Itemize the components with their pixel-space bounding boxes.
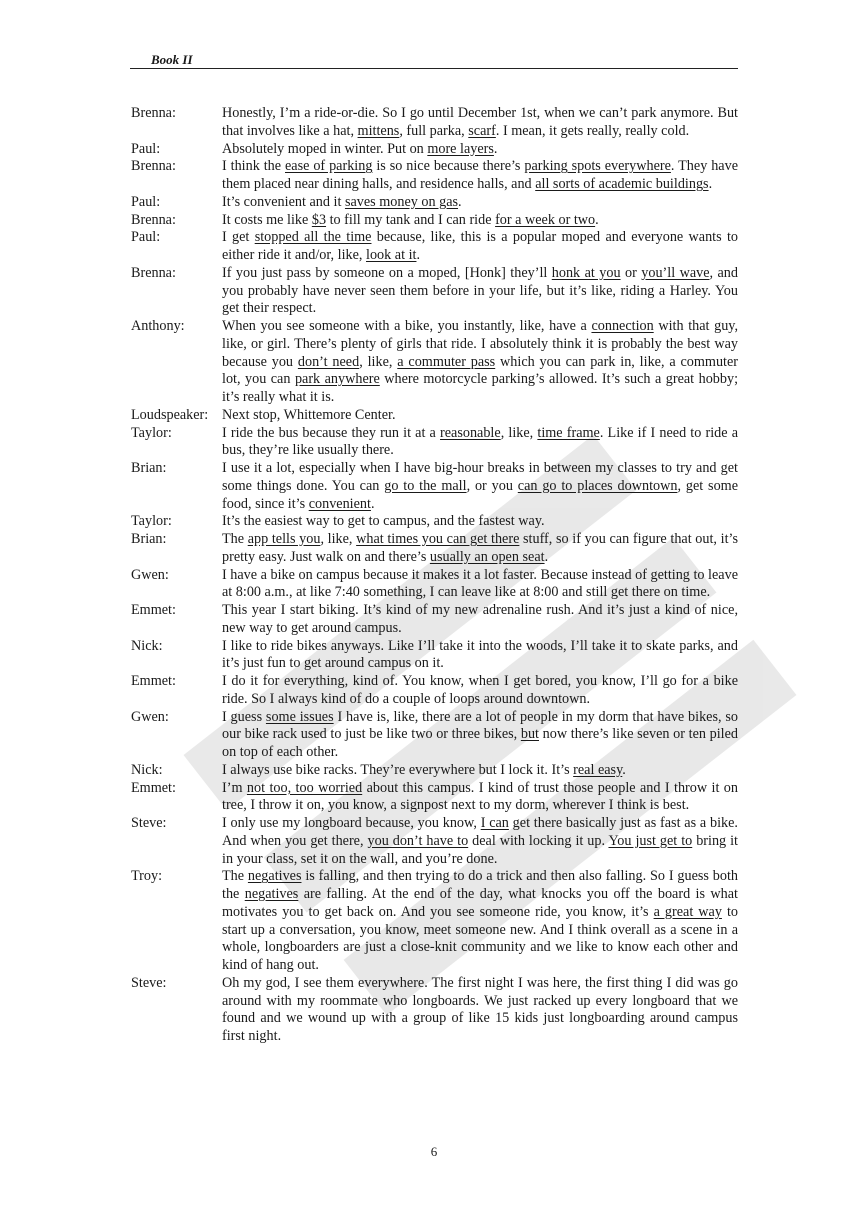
speaker-name: Brian: [131, 531, 167, 547]
underlined-phrase: you don’t have to [367, 832, 469, 849]
speech-segment: , like, [500, 424, 538, 441]
speech-segment: to start up a conversation, you know, meet someone new. And I think overall as a scene in a whole, longboarders are just a close-knit community and we like to know each other and kind of hang out. [222, 903, 738, 973]
speech-segment: to fill my tank and I can ride [326, 211, 496, 228]
underlined-phrase: usually an open seat [429, 548, 545, 565]
speaker-name: Emmet: [131, 673, 176, 689]
transcript-entry [131, 531, 738, 567]
speech-segment: I like to ride bikes anyways. Like I’ll take it into the woods, I’ll take it to skate parks, and it’s just fun to get around campus on it. [222, 637, 738, 672]
transcript-entry [131, 229, 738, 265]
transcript-entry [131, 815, 738, 868]
speaker-name: Taylor: [131, 513, 172, 530]
underlined-phrase: a commuter pass [397, 353, 496, 370]
speaker-name: Gwen: [131, 566, 169, 583]
transcript-entry [131, 265, 738, 318]
speech-text [222, 815, 738, 868]
speech-segment: . [708, 176, 713, 192]
speech-segment: is so nice because there’s [372, 158, 525, 175]
transcript-entry [131, 709, 738, 762]
speaker-name: Brian: [131, 460, 167, 476]
speech-text [222, 265, 738, 318]
speech-segment: I use it a lot, especially when I have big-hour breaks in between my classes to try and get some things done. You can [222, 460, 738, 494]
speaker-name: Brenna: [131, 264, 176, 281]
speech-segment: which you can park in, like, a commuter lot, you can [222, 353, 739, 388]
underlined-phrase: convenient [308, 495, 371, 512]
speaker-name: Anthony: [131, 318, 185, 334]
speaker-name: Paul: [131, 193, 161, 210]
speech-segment: It’s convenient and it [222, 193, 345, 210]
speech-segment: Absolutely moped in winter. Put on [222, 140, 428, 157]
underlined-phrase: some issues [265, 708, 334, 725]
speech-text [222, 425, 738, 461]
speech-segment: , or you [466, 477, 518, 494]
speech-segment: . They have them placed near dining halls, and residence halls, and [222, 158, 738, 192]
speech-segment: I get [222, 229, 255, 246]
speech-segment: . [493, 140, 498, 157]
underlined-phrase: ease of parking [285, 158, 373, 175]
transcript-body [131, 105, 738, 1046]
speech-text [222, 229, 738, 265]
page-number: 6 [430, 1144, 438, 1159]
speaker-name: Nick: [131, 637, 163, 654]
speech-segment: I guess [222, 708, 266, 725]
speech-text [222, 868, 738, 975]
transcript-entry [131, 194, 738, 212]
speaker-name: Brenna: [131, 105, 176, 121]
transcript-entry [131, 212, 738, 230]
speech-segment: about this campus. I kind of trust those people and I throw it on tree, I throw it on, you know, a signpost next to my dorm, wherever I think is best. [222, 779, 738, 814]
speech-segment: I’m [222, 779, 247, 796]
transcript-entry [131, 158, 738, 194]
transcript-entry [131, 602, 738, 638]
speech-segment: where motorcycle parking’s allowed. It’s such a great hobby; it’s really what it is. [222, 371, 739, 405]
underlined-phrase: scarf [468, 122, 496, 139]
speech-segment: . [370, 495, 375, 512]
underlined-phrase: all sorts of academic buildings [535, 176, 709, 192]
speech-segment: I always use bike racks. They’re everywhere but I lock it. It’s [222, 761, 574, 778]
speech-segment: I think the [222, 158, 285, 175]
underlined-phrase: but [520, 726, 539, 743]
speech-segment: This year I start biking. It’s kind of my new adrenaline rush. And it’s just a kind of nice, new way to get around campus. [222, 602, 738, 636]
transcript-entry [131, 513, 738, 531]
underlined-phrase: parking spots everywhere [524, 158, 671, 175]
transcript-entry [131, 780, 738, 816]
speech-segment: , and you probably have never seen them before in your life, but it’s like, riding a Harley. You get their respect. [222, 264, 738, 317]
header-rule [130, 68, 738, 69]
speech-text [222, 105, 738, 141]
transcript-entry [131, 673, 738, 709]
speech-text [222, 567, 738, 603]
speaker-name: Emmet: [131, 779, 176, 796]
speech-segment: get there basically just as fast as a bike. And when you get there, [222, 815, 738, 849]
speech-segment: . I mean, it gets really, really cold. [495, 122, 690, 139]
speech-segment: bring it in your class, set it on the wall, and you’re done. [222, 832, 738, 867]
transcript-entry [131, 425, 738, 461]
speech-segment: It’s the easiest way to get to campus, and the fastest way. [222, 513, 545, 530]
underlined-phrase: connection [591, 318, 654, 334]
speaker-name: Gwen: [131, 708, 169, 725]
speech-segment: with that guy, like, or girl. There’s plenty of girls that ride. I absolutely think it is probably the best way because you [222, 318, 739, 370]
speech-segment: , like, [320, 531, 357, 547]
speech-text [222, 975, 738, 1046]
underlined-phrase: stopped all the time [254, 229, 372, 246]
speech-text [222, 709, 738, 762]
speaker-name: Emmet: [131, 602, 176, 618]
speech-text [222, 141, 738, 159]
underlined-phrase: for a week or two [495, 211, 596, 228]
speech-segment: now there’s like seven or ten piled on top of each other. [222, 726, 738, 760]
speaker-name: Loudspeaker: [131, 406, 209, 423]
speech-segment: . Like if I need to ride a bus, they’re like usually there. [222, 424, 739, 459]
speech-segment: I only use my longboard because, you know, [222, 815, 481, 831]
underlined-phrase: You just get to [608, 832, 693, 849]
underlined-phrase: go to the mall [384, 477, 467, 494]
speech-text [222, 513, 738, 531]
transcript-entry [131, 141, 738, 159]
underlined-phrase: saves money on gas [344, 193, 459, 210]
speech-segment: I have is, like, there are a lot of people in my dorm that have bikes, so our bike rack used to just be like two or three bikes, [222, 708, 738, 743]
underlined-phrase: negatives [247, 868, 302, 885]
underlined-phrase: $3 [311, 211, 327, 228]
speaker-name: Paul: [131, 140, 161, 157]
underlined-phrase: time frame [537, 424, 600, 441]
speech-segment: stuff, so if you can figure that out, it’s pretty easy. Just walk on and there’s [222, 531, 738, 565]
speech-segment: deal with locking it up. [468, 832, 609, 849]
speech-text [222, 780, 738, 816]
speech-segment: It costs me like [222, 211, 312, 228]
speaker-name: Paul: [131, 229, 161, 246]
underlined-phrase: a great way [653, 903, 722, 920]
speech-segment: I ride the bus because they run it at a [222, 424, 441, 441]
speech-segment: , like, [359, 353, 398, 370]
speech-text [222, 638, 738, 674]
transcript-entry [131, 318, 738, 407]
underlined-phrase: you’ll wave [641, 264, 710, 281]
speech-text [222, 407, 738, 425]
underlined-phrase: reasonable [440, 424, 501, 441]
speech-segment: The [222, 531, 248, 547]
transcript-entry [131, 460, 738, 513]
speech-segment: is falling, and then trying to do a trick and then also falling. So I guess both the [222, 868, 738, 902]
underlined-phrase: app tells you [247, 531, 321, 547]
transcript-entry [131, 105, 738, 141]
speech-text [222, 673, 738, 709]
running-header-title: Book II [151, 52, 193, 67]
speech-segment: are falling. At the end of the day, what knocks you off the board is what motivates you to get back on. And you see someone ride, you know, it’s [222, 886, 738, 920]
speech-segment: . [595, 211, 599, 228]
speech-segment: . [458, 193, 462, 210]
speech-segment: . [544, 548, 549, 565]
underlined-phrase: park anywhere [294, 371, 380, 388]
speech-segment: The [222, 868, 248, 885]
transcript-entry [131, 975, 738, 1046]
speaker-name: Troy: [131, 868, 163, 885]
speech-segment: Next stop, Whittemore Center. [222, 406, 396, 423]
speech-segment: or [620, 264, 642, 281]
speech-text [222, 602, 738, 638]
underlined-phrase: more layers [427, 140, 494, 157]
underlined-phrase: honk at you [551, 264, 621, 281]
speech-text [222, 212, 738, 230]
speech-segment: I have a bike on campus because it makes it a lot faster. Because instead of getting to leave at 8:00 a.m., at like 7:40 something, I can leave like at 8:00 and still get there on time. [222, 566, 738, 601]
speech-segment: When you see someone with a bike, you instantly, like, have a [222, 318, 592, 334]
speech-segment: . [416, 247, 421, 263]
speech-segment: because, like, this is a popular moped and everyone wants to either ride it and/or, like, [222, 229, 738, 263]
underlined-phrase: can go to places downtown [517, 477, 678, 494]
speaker-name: Brenna: [131, 158, 176, 175]
speaker-name: Taylor: [131, 424, 172, 441]
speech-text [222, 318, 738, 407]
speech-text [222, 158, 738, 194]
underlined-phrase: mittens [357, 122, 400, 139]
speech-segment: , get some food, since it’s [222, 477, 739, 512]
speech-text [222, 531, 738, 567]
underlined-phrase: don’t need [297, 353, 360, 370]
transcript-entry [131, 407, 738, 425]
transcript-entry [131, 868, 738, 975]
speaker-name: Brenna: [131, 211, 176, 228]
underlined-phrase: negatives [244, 886, 299, 902]
underlined-phrase: real easy [573, 761, 623, 778]
speech-segment: Oh my god, I see them everywhere. The first night I was here, the first thing I did was go around with my roommate who longboards. We just racked up every longboard that we found and we wound up with a group of like 15 kids just longboarding around campus first night. [222, 974, 738, 1044]
underlined-phrase: look at it [366, 247, 417, 263]
underlined-phrase: I can [480, 815, 509, 831]
speech-segment: If you just pass by someone on a moped, [Honk] they’ll [222, 264, 552, 281]
speech-segment: . [622, 761, 626, 778]
transcript-entry [131, 638, 738, 674]
transcript-entry [131, 762, 738, 780]
speaker-name: Steve: [131, 974, 167, 991]
speech-segment: , full parka, [399, 122, 469, 139]
speaker-name: Nick: [131, 761, 163, 778]
underlined-phrase: what times you can get there [356, 531, 520, 547]
speaker-name: Steve: [131, 815, 167, 831]
transcript-entry [131, 567, 738, 603]
speech-text [222, 762, 738, 780]
speech-segment: Honestly, I’m a ride-or-die. So I go until December 1st, when we can’t park anymore. But that involves like a hat, [222, 105, 738, 139]
speech-segment: I do it for everything, kind of. You know, when I get bored, you know, I’ll go for a bike ride. So I always kind of do a couple of loops around downtown. [222, 673, 738, 707]
underlined-phrase: not too, too worried [246, 779, 363, 796]
speech-text [222, 194, 738, 212]
speech-text [222, 460, 738, 513]
